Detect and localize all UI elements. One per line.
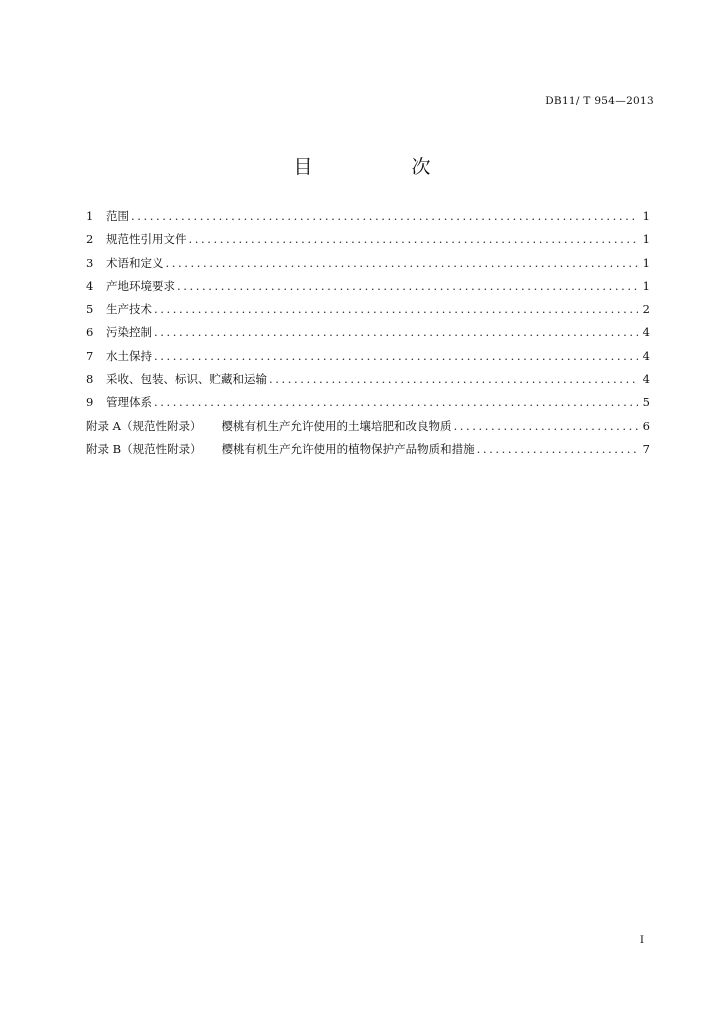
toc-entry-number: 2: [86, 232, 94, 247]
document-code: DB11/ T 954—2013: [545, 95, 654, 107]
toc-entry-label: 水土保持: [106, 348, 152, 363]
toc-entry-page: 5: [642, 395, 650, 410]
toc-entry-number: 9: [86, 395, 94, 410]
toc-entry-label: 污染控制: [106, 325, 152, 340]
toc-entry-number: 8: [86, 372, 94, 387]
toc-leader-dots: [477, 442, 638, 456]
toc-leader-dots: [453, 419, 638, 433]
toc-entry-number: 4: [86, 278, 94, 293]
toc-entry-label: 采收、包装、标识、贮藏和运输: [106, 372, 267, 387]
toc-entry-page: 4: [642, 348, 650, 363]
toc-entry-label: 生产技术: [106, 302, 152, 317]
toc-leader-dots: [154, 325, 638, 339]
toc-entry-label: 术语和定义: [106, 255, 164, 270]
toc-list: [86, 208, 650, 464]
toc-entry-label: 规范性引用文件: [106, 232, 187, 247]
toc-leader-dots: [154, 349, 638, 363]
toc-entry-page: 6: [642, 418, 650, 433]
toc-entry-page: 1: [642, 278, 650, 293]
toc-entry-page: 2: [642, 302, 650, 317]
toc-entry-page: 7: [642, 441, 650, 456]
toc-entry[interactable]: [86, 301, 650, 324]
toc-entry[interactable]: [86, 278, 650, 301]
toc-entry-number: 3: [86, 255, 94, 270]
toc-entry[interactable]: [86, 208, 650, 231]
toc-leader-dots: [166, 256, 639, 270]
toc-entry-label: 范围: [106, 209, 129, 223]
toc-entry-page: 1: [642, 209, 650, 223]
toc-appendix-entry[interactable]: [86, 418, 650, 441]
toc-leader-dots: [177, 279, 638, 293]
toc-entry-number: 1: [86, 209, 94, 223]
toc-entry[interactable]: [86, 371, 650, 394]
toc-entry[interactable]: [86, 324, 650, 347]
toc-entry-number: 6: [86, 325, 94, 340]
toc-leader-dots: [131, 209, 638, 223]
toc-entry-number: 5: [86, 302, 94, 317]
toc-appendix-label: 附录 B（规范性附录）: [86, 441, 202, 456]
toc-appendix-label: 附录 A（规范性附录）: [86, 418, 202, 433]
toc-appendix-title: 樱桃有机生产允许使用的植物保护产品物质和措施: [221, 441, 475, 456]
page-number: I: [639, 934, 644, 946]
toc-title: 目 次: [293, 156, 471, 178]
toc-entry-page: 4: [642, 372, 650, 387]
toc-appendix-entry[interactable]: [86, 441, 650, 464]
toc-entry[interactable]: [86, 231, 650, 254]
toc-leader-dots: [189, 232, 639, 246]
toc-leader-dots: [269, 372, 638, 386]
toc-entry-label: 管理体系: [106, 395, 152, 410]
toc-entry[interactable]: [86, 394, 650, 417]
toc-appendix-title: 樱桃有机生产允许使用的土壤培肥和改良物质: [221, 418, 452, 433]
toc-entry[interactable]: [86, 255, 650, 278]
toc-entry[interactable]: [86, 348, 650, 371]
toc-entry-label: 产地环境要求: [106, 278, 175, 293]
toc-entry-page: 1: [642, 232, 650, 247]
toc-leader-dots: [154, 302, 638, 316]
toc-entry-page: 1: [642, 255, 650, 270]
toc-entry-page: 4: [642, 325, 650, 340]
toc-entry-number: 7: [86, 348, 94, 363]
toc-leader-dots: [154, 395, 638, 409]
